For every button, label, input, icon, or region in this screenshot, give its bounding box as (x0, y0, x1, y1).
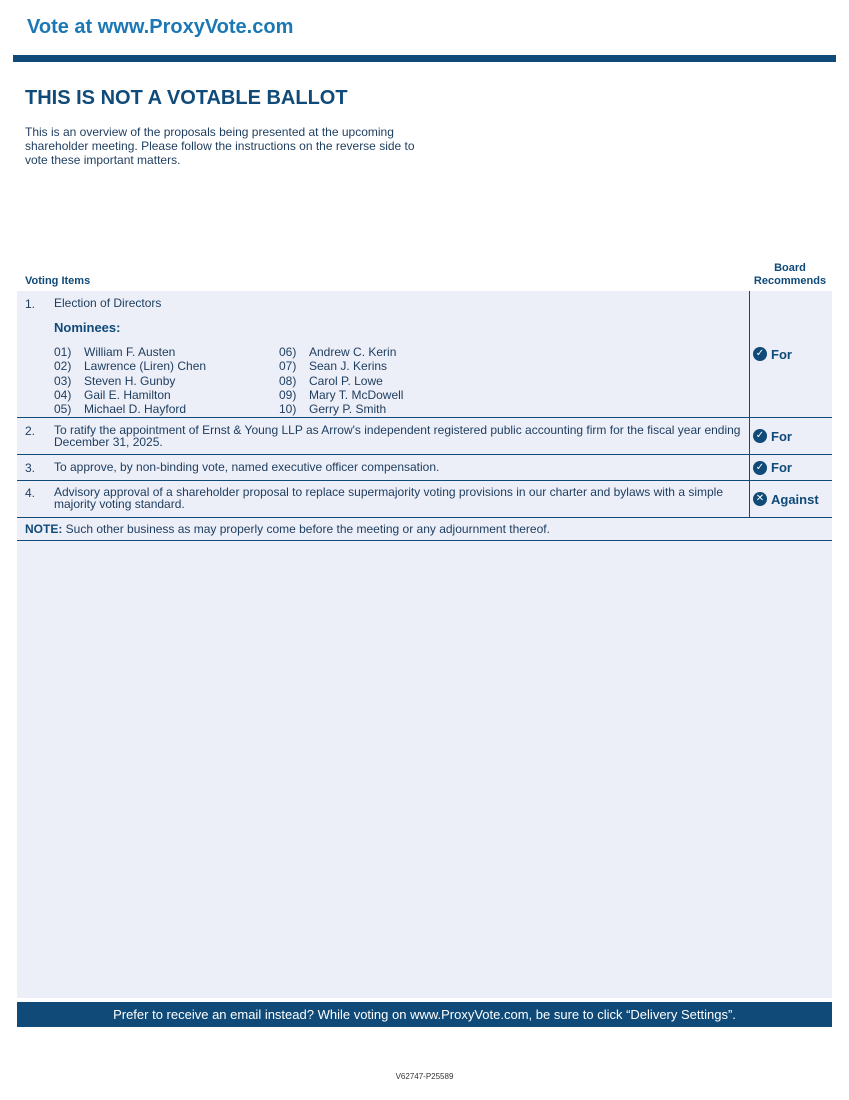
recommendation-value: For (771, 428, 792, 444)
nominees-list-left (54, 345, 206, 416)
nominee-name: Steven H. Gunby (84, 373, 176, 388)
nominees-label: Nominees: (54, 320, 121, 335)
nominee-name: Gail E. Hamilton (84, 387, 171, 402)
item-number: 1. (25, 297, 36, 311)
nominee-number: 04) (54, 387, 72, 402)
header-divider (13, 55, 836, 62)
recommendation-value: Against (771, 491, 819, 507)
item-text: To approve, by non-binding vote, named executive officer compensation. (54, 460, 440, 474)
nominee (54, 359, 206, 373)
note-label: NOTE: (25, 522, 63, 536)
nominee (279, 345, 403, 359)
nominee (54, 374, 206, 388)
item-text: To ratify the appointment of Ernst & Young LLP as Arrow's independent registered public accounting firm for the fiscal year ending December 31, 2025. (54, 423, 741, 449)
nominee (279, 374, 403, 388)
nominee-number: 10) (279, 402, 297, 417)
nominee-number: 01) (54, 345, 72, 359)
nominee-number: 03) (54, 373, 72, 388)
item-text: Advisory approval of a shareholder proposal to replace supermajority voting provisions in our charter and bylaws with a simple majority voting standard. (54, 485, 723, 511)
check-circle-icon: ✓ (753, 461, 767, 475)
nominee-number: 09) (279, 387, 297, 402)
board-recommendation (749, 455, 832, 480)
item-number: 2. (25, 424, 36, 438)
voting-item-1 (17, 291, 832, 418)
note-row (17, 518, 832, 541)
recommendation-value: For (771, 346, 792, 362)
voting-item-2 (17, 418, 832, 455)
nominee-name: Mary T. McDowell (309, 387, 404, 402)
board-recommendation (749, 481, 832, 517)
board-recommends-header: Board Recommends (753, 262, 827, 287)
nominee-number: 05) (54, 402, 72, 417)
note-text: Such other business as may properly come before the meeting or any adjournment thereof. (62, 522, 550, 536)
nominee-name: Gerry P. Smith (309, 402, 387, 417)
nominee-number: 08) (279, 373, 297, 388)
board-recommendation (749, 418, 832, 454)
intro-paragraph: This is an overview of the proposals being presented at the upcoming shareholder meeting. Please follow the instructions on the reverse side to vote these important matters. (25, 125, 415, 167)
nominee-name: Lawrence (Liren) Chen (84, 359, 207, 374)
delivery-settings-banner (17, 1002, 832, 1027)
document-code: V62747-P25589 (395, 1072, 454, 1081)
voting-item-3 (17, 455, 832, 481)
x-circle-icon: ✕ (753, 492, 767, 506)
voting-item-4 (17, 481, 832, 518)
nominee (54, 345, 206, 359)
nominee-name: Sean J. Kerins (309, 359, 388, 374)
nominee-number: 02) (54, 359, 72, 374)
proxyvote-link[interactable]: Vote at www.ProxyVote.com (27, 16, 294, 38)
nominee (279, 359, 403, 373)
nominee-name: Michael D. Hayford (84, 402, 187, 417)
item-number: 3. (25, 461, 36, 475)
board-recommendation (749, 291, 832, 417)
nominee-number: 06) (279, 345, 297, 359)
recommendation-value: For (771, 460, 792, 475)
item-number: 4. (25, 486, 36, 500)
nominees-list-right (279, 345, 403, 416)
nominee-name: Andrew C. Kerin (309, 345, 397, 359)
item-text: Election of Directors (54, 296, 162, 310)
check-circle-icon: ✓ (753, 429, 767, 443)
voting-items-header: Voting Items (25, 275, 91, 287)
nominee (54, 402, 206, 416)
nominee (279, 388, 403, 402)
nominee (279, 402, 403, 416)
nominee-number: 07) (279, 359, 297, 374)
nominee-name: William F. Austen (84, 345, 176, 359)
nominee (54, 388, 206, 402)
nominee-name: Carol P. Lowe (309, 373, 383, 388)
check-circle-icon: ✓ (753, 347, 767, 361)
page-title: THIS IS NOT A VOTABLE BALLOT (25, 87, 348, 109)
footer-message: Prefer to receive an email instead? While voting on www.ProxyVote.com, be sure to click “Delivery Settings”. (113, 1007, 736, 1022)
